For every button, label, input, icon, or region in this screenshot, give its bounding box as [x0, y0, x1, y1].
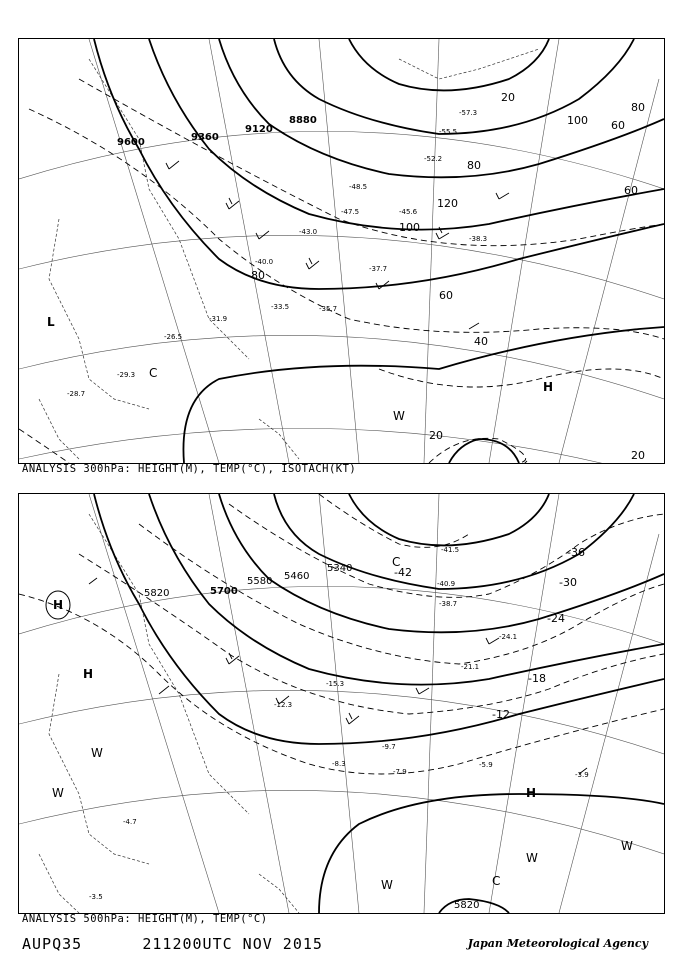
- station-temp: -45.6: [399, 208, 418, 216]
- height-label: 9360: [191, 132, 219, 143]
- station-temp: -24.1: [499, 633, 518, 641]
- warm-center-marker: W: [393, 409, 405, 423]
- high-center-marker: H: [543, 380, 554, 394]
- bulletin-datetime: 211200UTC NOV 2015: [142, 935, 323, 953]
- station-temp: -47.5: [341, 208, 360, 216]
- station-temp: -48.5: [349, 183, 368, 191]
- isotherm-label: -18: [528, 672, 546, 685]
- height-label-group: [144, 563, 479, 911]
- high-center-marker: H: [53, 598, 64, 612]
- cold-center-marker: C: [392, 555, 401, 569]
- chart-300hpa: [18, 38, 665, 464]
- station-temp: -28.7: [67, 390, 86, 398]
- cold-center-marker: C: [492, 874, 501, 888]
- isotherm-label: -42: [394, 566, 412, 579]
- coastlines: [39, 514, 299, 913]
- isotach-label: 80: [467, 159, 481, 172]
- height-label: 8880: [289, 115, 317, 126]
- station-temp: -26.5: [164, 333, 183, 341]
- station-temp: -40.9: [437, 580, 456, 588]
- height-contours: [94, 39, 664, 463]
- station-temp: -37.7: [369, 265, 388, 273]
- isotach-label: 60: [439, 289, 453, 302]
- height-label: 9120: [245, 124, 273, 135]
- station-temp: -33.5: [271, 303, 290, 311]
- warm-center-marker: W: [91, 746, 103, 760]
- station-temp: -4.7: [123, 818, 137, 826]
- isotach-label: 20: [429, 429, 443, 442]
- height-label-group: [117, 115, 317, 148]
- isotherm-label: -24: [547, 612, 565, 625]
- station-temp: -21.1: [461, 663, 480, 671]
- low-center-marker: L: [47, 315, 55, 329]
- agency-name: Japan Meteorological Agency: [467, 937, 648, 950]
- isotach-label: 60: [624, 184, 638, 197]
- station-temp: -41.5: [441, 546, 460, 554]
- bulletin-header: [22, 935, 323, 953]
- station-temp: -7.9: [393, 768, 407, 776]
- station-temp: -8.3: [332, 760, 346, 768]
- height-label: 5820: [144, 588, 170, 599]
- bulletin-code: AUPQ35: [22, 935, 83, 953]
- wind-barbs: [166, 161, 527, 463]
- isotherm-label: -36: [567, 546, 585, 559]
- pressure-center-group: [47, 315, 553, 423]
- station-temp: -29.3: [117, 371, 136, 379]
- isotach-label: 20: [631, 449, 645, 462]
- station-temp-group: [67, 109, 487, 398]
- isotach-label: 120: [437, 197, 458, 210]
- high-center-marker: H: [83, 667, 94, 681]
- station-temp: -55.5: [439, 128, 458, 136]
- isotach-label: 80: [631, 101, 645, 114]
- warm-center-marker: W: [52, 786, 64, 800]
- chart-500hpa-canvas: [19, 494, 664, 913]
- isotach-label: 100: [399, 221, 420, 234]
- station-temp: -3.5: [89, 893, 103, 901]
- height-label: 5580: [247, 576, 273, 587]
- warm-center-marker: W: [621, 839, 633, 853]
- height-label: 5700: [210, 586, 238, 597]
- height-label: 9600: [117, 137, 145, 148]
- cold-center-marker: C: [149, 366, 158, 380]
- isotach-label: 20: [501, 91, 515, 104]
- isotherm-label: -30: [559, 576, 577, 589]
- isotherm-label-group: [394, 546, 585, 721]
- station-temp: -12.3: [274, 701, 293, 709]
- station-temp: -31.9: [209, 315, 228, 323]
- warm-center-marker: W: [526, 851, 538, 865]
- station-temp: -15.3: [326, 680, 345, 688]
- warm-center-marker: W: [381, 878, 393, 892]
- station-temp: -52.2: [424, 155, 443, 163]
- station-temp: -57.3: [459, 109, 478, 117]
- station-temp: -3.9: [575, 771, 589, 779]
- station-temp: -38.7: [439, 600, 458, 608]
- station-temp: -35.7: [319, 305, 338, 313]
- station-temp: -40.0: [255, 258, 274, 266]
- isotach-label: 80: [251, 269, 265, 282]
- caption-300hpa: ANALYSIS 300hPa: HEIGHT(M), TEMP(°C), ISOTACH(KT): [22, 463, 357, 475]
- station-temp: -43.0: [299, 228, 318, 236]
- isotachs: [19, 79, 664, 463]
- isotach-label: 100: [567, 114, 588, 127]
- chart-500hpa: [18, 493, 665, 914]
- isotach-label: 40: [474, 335, 488, 348]
- height-label: 5460: [284, 571, 310, 582]
- isotherm-label: -12: [492, 708, 510, 721]
- station-temp: -9.7: [382, 743, 396, 751]
- isotach-label: 60: [611, 119, 625, 132]
- chart-300hpa-canvas: [19, 39, 664, 463]
- station-temp: -5.9: [479, 761, 493, 769]
- height-label: 5820: [454, 900, 480, 911]
- height-label: 5340: [327, 563, 353, 574]
- station-temp: -38.3: [469, 235, 488, 243]
- high-center-marker: H: [526, 786, 537, 800]
- caption-500hpa: ANALYSIS 500hPa: HEIGHT(M), TEMP(°C): [22, 913, 268, 925]
